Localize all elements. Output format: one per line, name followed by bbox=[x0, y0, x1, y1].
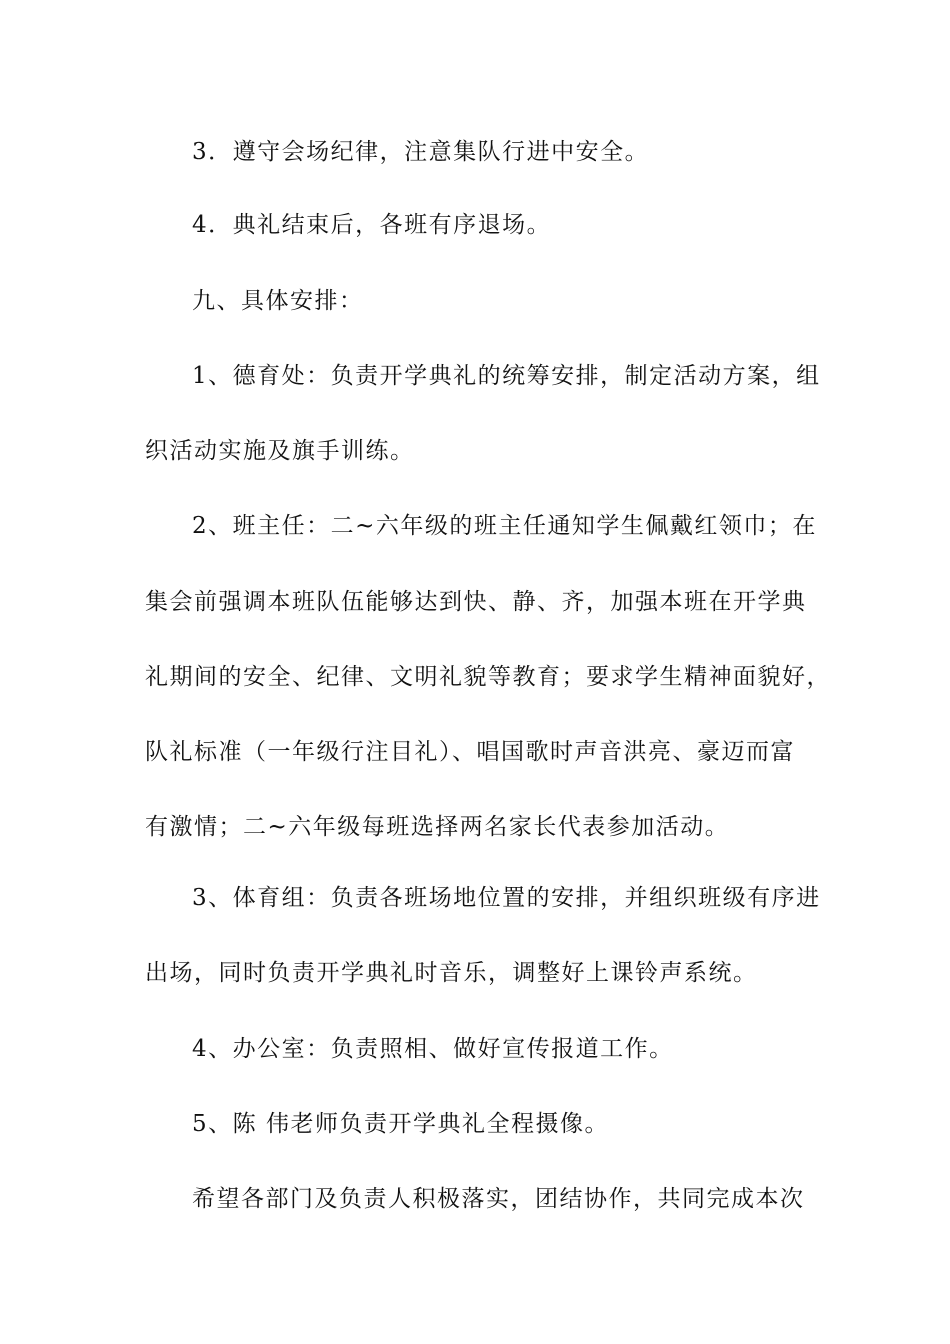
paragraph-class-teacher-line-5: 有激情；二~六年级每班选择两名家长代表参加活动。 bbox=[145, 814, 730, 840]
paragraph-moral-office-line-1: 1、德育处：负责开学典礼的统筹安排，制定活动方案，组 bbox=[192, 363, 821, 389]
paragraph-closing-line-1: 希望各部门及负责人积极落实，团结协作，共同完成本次 bbox=[192, 1186, 805, 1212]
item-4-exit: 4．典礼结束后，各班有序退场。 bbox=[192, 212, 552, 238]
paragraph-class-teacher-line-4: 队礼标准（一年级行注目礼）、唱国歌时声音洪亮、豪迈而富 bbox=[145, 739, 795, 765]
paragraph-class-teacher-line-1: 2、班主任：二~六年级的班主任通知学生佩戴红领巾；在 bbox=[192, 513, 817, 539]
paragraph-moral-office-line-2: 织活动实施及旗手训练。 bbox=[145, 438, 415, 464]
section-heading-arrangements: 九、具体安排： bbox=[192, 288, 364, 314]
paragraph-office-duties: 4、办公室：负责照相、做好宣传报道工作。 bbox=[192, 1036, 674, 1062]
item-3-discipline: 3．遵守会场纪律，注意集队行进中安全。 bbox=[192, 139, 650, 165]
paragraph-class-teacher-line-2: 集会前强调本班队伍能够达到快、静、齐，加强本班在开学典 bbox=[145, 589, 807, 615]
paragraph-video-recording: 5、陈 伟老师负责开学典礼全程摄像。 bbox=[192, 1111, 609, 1137]
paragraph-pe-group-line-1: 3、体育组：负责各班场地位置的安排，并组织班级有序进 bbox=[192, 885, 821, 911]
paragraph-class-teacher-line-3: 礼期间的安全、纪律、文明礼貌等教育；要求学生精神面貌好， bbox=[145, 664, 831, 690]
paragraph-pe-group-line-2: 出场，同时负责开学典礼时音乐，调整好上课铃声系统。 bbox=[145, 960, 758, 986]
